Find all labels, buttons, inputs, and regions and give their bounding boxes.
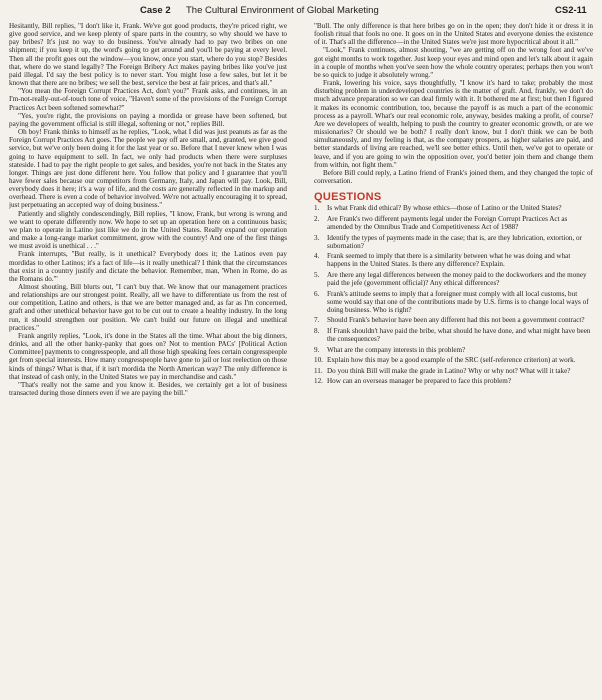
paragraph: "Bull. The only difference is that here bribes go on in the open; they don't hide it or dress it in foolish ritual that fools no one. It goes on in the United States and everyone denies the existence of it. That's all the difference—in the United States we're just more hypocritical about it all." [314,22,593,47]
paragraph: Hesitantly, Bill replies, "I don't like it, Frank. We've got good products, they're priced right, we give good service, and we keep plenty of spare parts in the country, so why should we have to pay bribes? It's just no way to do business. You've already had to pay two bribes on one shipment; if you keep it up, the word's going to get around and you'll be paying at every level. Then all the profit goes out the window—you know, once you start, where do you stop? Besides that, where do we stand legally? The Foreign Bribery Act makes paying bribes like you've just paid illegal. I'd say the best policy is to never start. You might lose a few sales, but let it be known that there are no bribes; we sell the best, service the best at fair prices, and that's all." [9,22,287,88]
question-item: 5. Are there any legal differences between the money paid to the dockworkers and the money paid the jefe (government official)? Any ethical differences? [314,270,587,288]
question-item: 2. Are Frank's two different payments legal under the Foreign Corrupt Practices Act as amended by the Omnibus Trade and Competitiveness Act of 1988? [314,214,568,231]
question-item: 8. If Frank shouldn't have paid the bribe, what should he have done, and what might have been the consequences? [314,327,591,344]
paragraph: Before Bill could reply, a Latino friend of Frank's joined them, and they changed the topic of conversation. [314,168,593,185]
paragraph: Frank angrily replies, "Look, it's done in the States all the time. What about the big dinners, drinks, and all the other hanky-panky that goes on? Not to mention PACs' [Political Action Committee] payments to congresspeople, and all those high speaking fees certain congresspeople get from special interests. How many congresspeople have gone to jail or lost reelection on those kinds of things? What is that, if it isn't mordida the North American way? The only difference is that instead of cash only, in the United States we pay in merchandise and cash." [9,331,287,381]
question-item: 4. Frank seemed to imply that there is a similarity between what he was doing and what happens in the United States. Is there any difference? Explain. [314,252,571,269]
question-item: 1. Is what Frank did ethical? By whose ethics—those of Latino or the United States? [314,204,562,213]
paragraph: Oh boy! Frank thinks to himself as he replies, "Look, what I did was just peanuts as far as the Foreign Corrupt Practices Act goes. The people we pay off are small, and, granted, we give good service, but we've only been doing it for the last year or so. Before that I never knew when I was going to have equipment to sell. In fact, we only had products when there were surpluses stateside. I had to pay the right people to get sales, and besides, you're not back in the States any longer. Things are just done different here. You follow that policy and I guarantee that you'll have fewer sales because our competitors from Germany, Italy, and Japan will pay. Look, Bill, everybody does it here; it's a way of life, and the costs are generally reflected in the markup and overhead. There is even a code of behavior involved. We're not actually encouraging it to spread, just perpetuating an accepted way of doing business." [9,128,287,210]
question-item: 6. Frank's attitude seems to imply that a foreigner must comply with all local customs, but some would say that one of the contributions made by U.S. firms is to change local ways of doing business. Who is right? [314,289,589,314]
question-item: 12. How can an overseas manager be prepared to face this problem? [314,377,511,386]
case-label: Case 2 [140,5,171,16]
question-item: 9. What are the company interests in this problem? [314,345,466,354]
left-column [9,22,287,694]
question-item: 10. Explain how this may be a good example of the SRC (self-reference criterion) at work. [314,356,576,365]
paragraph: "You mean the Foreign Corrupt Practices Act, don't you?" Frank asks, and continues, in an I'm-not-really-out-of-touch tone of voice, "Haven't some of the provisions of the Foreign Corrupt Practices Act been softened somewhat?" [9,87,287,112]
paragraph: Frank interrupts, "But really, is it unethical? Everybody does it; the Latinos even pay mordidas to other Latinos; it's a fact of life—is it really unethical? I think that the circumstances that exist in a country justify and dictate the behavior. Remember, man, 'When in Rome, do as the Romans do.'" [9,250,287,283]
paragraph: "Yes, you're right, the provisions on paying a mordida or grease have been softened, but paying the government official is still illegal, softening or not," replies Bill. [9,111,287,128]
page-number: CS2-11 [555,5,587,16]
question-item: 11. Do you think Bill will make the grade in Latino? Why or why not? What will it take? [314,366,571,375]
paragraph: "That's really not the same and you know it. Besides, we certainly get a lot of business transacted during those dinners even if we are paying the bill." [9,380,287,398]
paragraph: Frank, lowering his voice, says thoughtfully, "I know it's hard to take; probably the most disturbing problem in underdeveloped countries is the matter of graft. And, frankly, we don't do much advance preparation so we can deal firmly with it. It bothered me at first; but then I figured it makes its economic contribution, too, because the payoff is as much a part of the economic process as a payroll. What's our real economic role, anyway, besides making a profit, of course? Are we developers of wealth, helping to push the country to greater economic growth, or are we missionaries? Or should we be both? I really don't know, but I don't think we can be both simultaneously, and my feeling is that, as the company prospers, as higher salaries are paid, and better standards of living are reached, we'll see better ethics. Until then, we've got to operate or leave, and if you are going to win the opposition over, you'd better join them and change them from within, not fight them." [314,79,593,169]
questions-heading: QUESTIONS [314,191,382,204]
question-item: 7. Should Frank's behavior have been any different had this not been a government contract? [314,316,585,325]
paragraph: "Look," Frank continues, almost shouting, "we are getting off on the wrong foot and we've got eight months to work together. Just keep your eyes and mind open and let's talk about it again in a couple of months when you've seen how the whole country operates; perhaps then you won't be so quick to judge it absolutely wrong." [314,46,593,79]
questions-list [314,204,593,385]
question-item: 3. Identify the types of payments made in the case; that is, are they lubrication, extortion, or subornation? [314,233,583,250]
paragraph: Almost shouting, Bill blurts out, "I can't buy that. We know that our management practices and relationships are our strongest point. Really, all we have to differentiate us from the rest of our competition, Latino and others, is that we are better managed and, as far as I'm concerned, graft and other unethical behavior have got to be cut out to create a healthy industry. In the long run, it should strengthen our position. We can't build our future on illegal and unethical practices." [9,283,287,332]
paragraph: Patiently and slightly condescendingly, Bill replies, "I know, Frank, but wrong is wrong and we want to operate differently now. We hope to set up an operation here on a continuous basis; we plan to operate in Latino just like we do in the United States. Really expand our operation and make a long-range market commitment, grow with the country! And one of the first things we must avoid is unethical . . ." [9,209,287,251]
right-column [314,22,593,388]
running-title: The Cultural Environment of Global Marketing [186,5,379,16]
page-header [0,0,602,18]
